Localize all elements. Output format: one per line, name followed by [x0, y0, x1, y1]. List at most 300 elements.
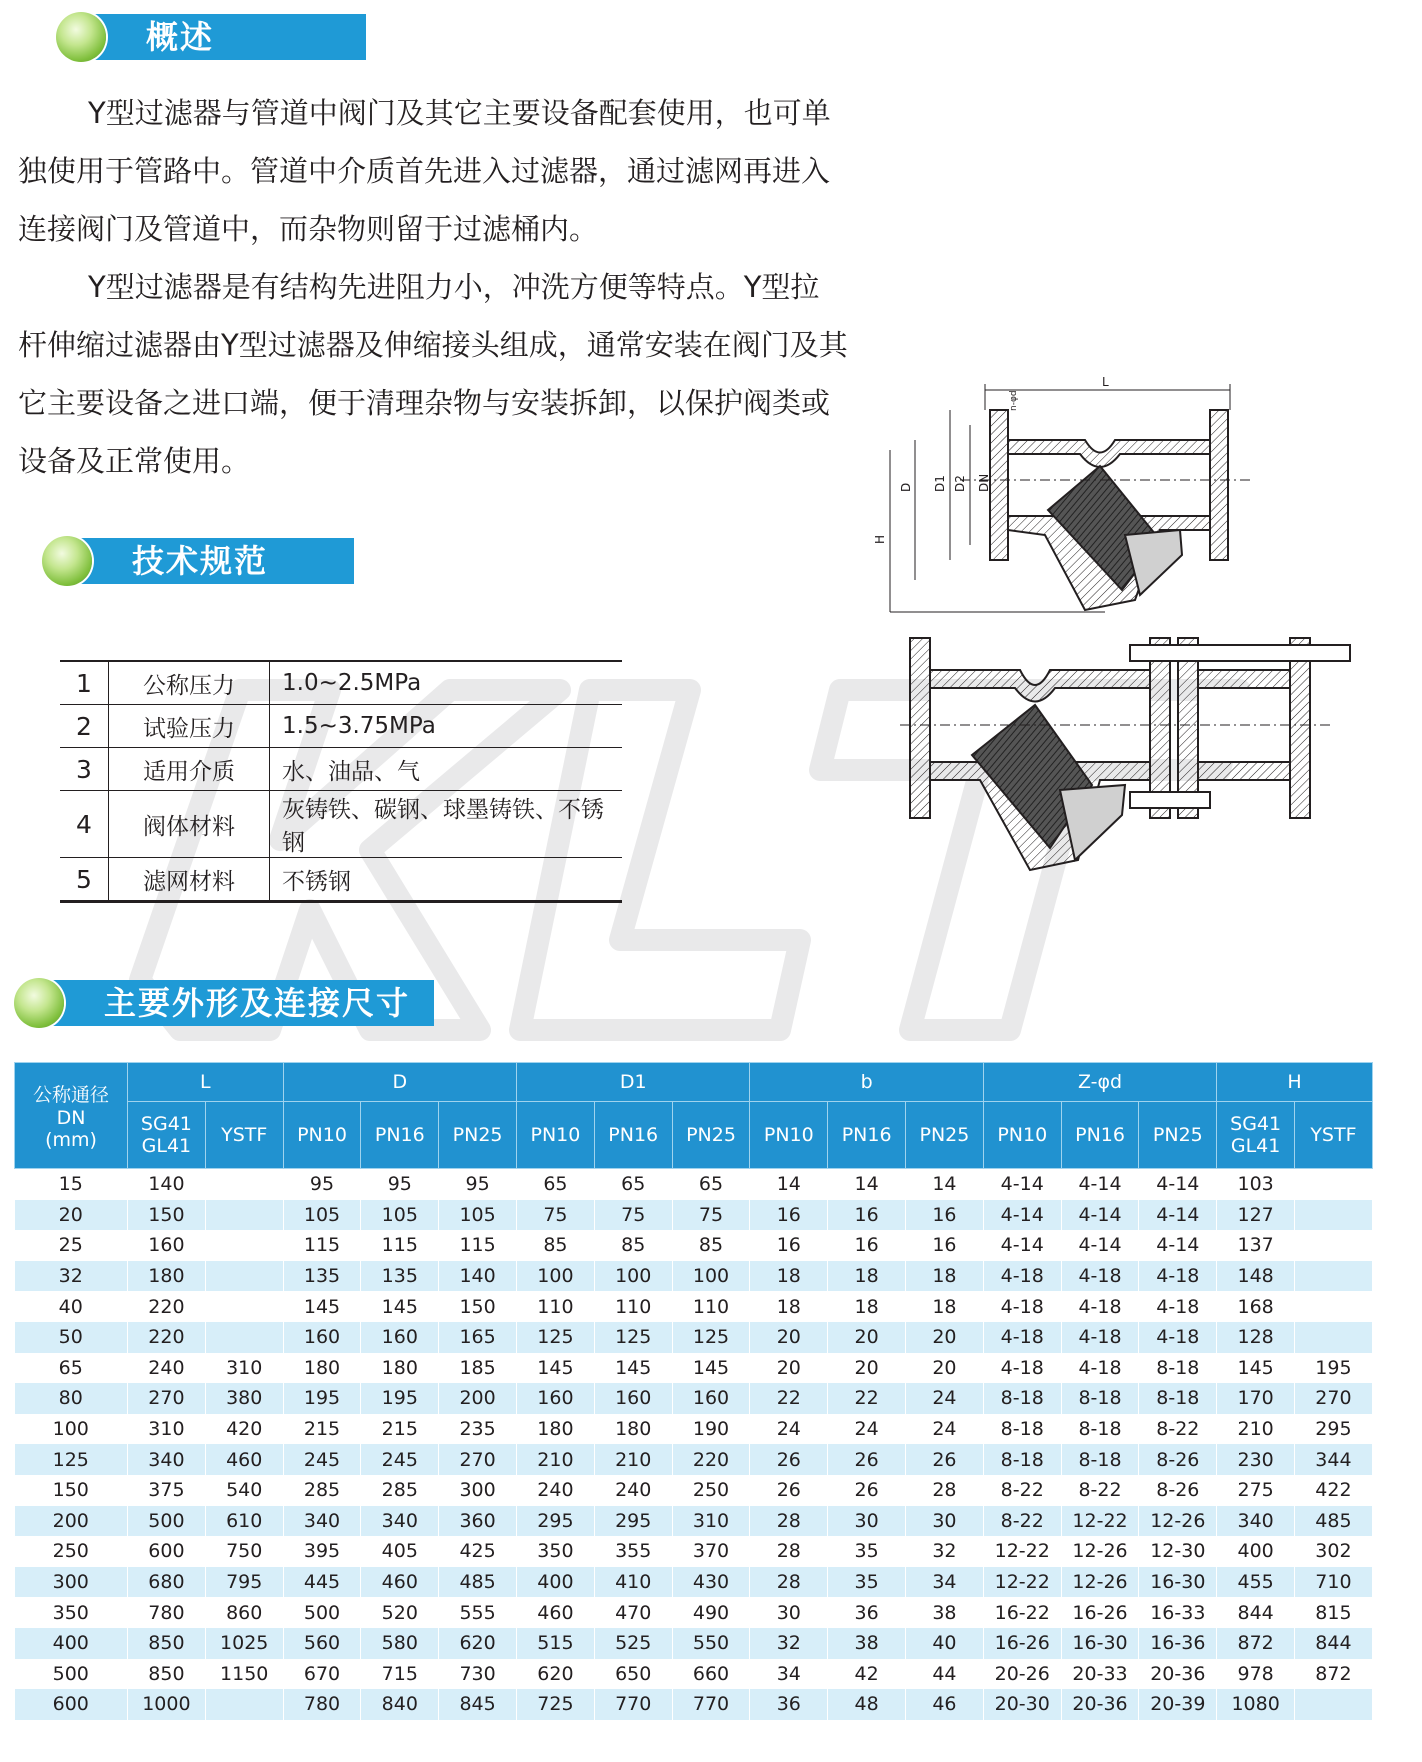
- table-cell: 145: [517, 1353, 595, 1384]
- table-cell: 780: [128, 1597, 206, 1628]
- table-cell: 1150: [205, 1659, 283, 1690]
- table-cell: 240: [517, 1475, 595, 1506]
- table-cell: 100: [517, 1261, 595, 1292]
- table-cell: 300: [439, 1475, 517, 1506]
- table-cell: 445: [283, 1567, 361, 1598]
- dn-cell: 350: [15, 1597, 128, 1628]
- table-cell: 550: [672, 1628, 750, 1659]
- table-cell: 8-22: [1139, 1414, 1217, 1445]
- table-cell: 24: [750, 1414, 828, 1445]
- table-cell: 4-18: [1061, 1291, 1139, 1322]
- table-cell: 4-14: [1061, 1200, 1139, 1231]
- spec-key: 滤网材料: [109, 858, 270, 902]
- table-cell: 16: [906, 1200, 984, 1231]
- table-cell: 75: [517, 1200, 595, 1231]
- table-cell: 125: [594, 1322, 672, 1353]
- table-cell: 845: [439, 1689, 517, 1720]
- table-cell: 270: [1295, 1383, 1373, 1414]
- table-cell: 125: [672, 1322, 750, 1353]
- table-cell: 180: [594, 1414, 672, 1445]
- table-cell: 500: [283, 1597, 361, 1628]
- table-cell: 18: [906, 1261, 984, 1292]
- table-cell: 110: [594, 1291, 672, 1322]
- table-cell: 26: [828, 1444, 906, 1475]
- table-cell: 310: [672, 1506, 750, 1537]
- table-cell: [1295, 1230, 1373, 1261]
- table-cell: 8-26: [1139, 1444, 1217, 1475]
- table-row: [15, 1322, 1373, 1353]
- table-cell: 28: [906, 1475, 984, 1506]
- dn-cell: 300: [15, 1567, 128, 1598]
- table-cell: 515: [517, 1628, 595, 1659]
- dn-cell: 250: [15, 1536, 128, 1567]
- table-row: [15, 1291, 1373, 1322]
- header-sub: YSTF: [1295, 1102, 1373, 1169]
- table-cell: 135: [283, 1261, 361, 1292]
- dn-cell: 600: [15, 1689, 128, 1720]
- dn-cell: 40: [15, 1291, 128, 1322]
- table-cell: 34: [750, 1659, 828, 1690]
- table-row: [15, 1659, 1373, 1690]
- overview-paragraph-1: Y型过滤器与管道中阀门及其它主要设备配套使用，也可单独使用于管路中。管道中介质首先进入过滤器，通过滤网再进入连接阀门及管道中，而杂物则留于过滤桶内。: [18, 96, 831, 246]
- table-cell: 302: [1295, 1536, 1373, 1567]
- table-cell: 210: [517, 1444, 595, 1475]
- table-cell: 770: [672, 1689, 750, 1720]
- table-cell: 215: [283, 1414, 361, 1445]
- table-cell: 18: [828, 1291, 906, 1322]
- table-cell: 103: [1217, 1169, 1295, 1200]
- table-cell: 220: [672, 1444, 750, 1475]
- table-cell: 180: [128, 1261, 206, 1292]
- header-sub: PN16: [594, 1102, 672, 1169]
- table-cell: 245: [361, 1444, 439, 1475]
- table-cell: 500: [128, 1506, 206, 1537]
- bullet-ball-icon: [42, 536, 92, 586]
- spec-key: 公称压力: [109, 661, 270, 705]
- table-cell: 430: [672, 1567, 750, 1598]
- spec-table: [60, 660, 622, 903]
- table-row: [15, 1444, 1373, 1475]
- table-cell: 30: [906, 1506, 984, 1537]
- table-row: [15, 1261, 1373, 1292]
- table-cell: 355: [594, 1536, 672, 1567]
- table-cell: 115: [283, 1230, 361, 1261]
- table-cell: 620: [439, 1628, 517, 1659]
- table-cell: 12-26: [1139, 1506, 1217, 1537]
- header-sub: PN16: [1061, 1102, 1139, 1169]
- table-cell: 145: [1217, 1353, 1295, 1384]
- table-cell: 165: [439, 1322, 517, 1353]
- table-cell: 1025: [205, 1628, 283, 1659]
- table-cell: 4-14: [1139, 1169, 1217, 1200]
- table-cell: 270: [128, 1383, 206, 1414]
- table-cell: 650: [594, 1659, 672, 1690]
- table-cell: 872: [1217, 1628, 1295, 1659]
- table-cell: 540: [205, 1475, 283, 1506]
- table-cell: 160: [594, 1383, 672, 1414]
- table-cell: 75: [594, 1200, 672, 1231]
- table-row: [15, 1414, 1373, 1445]
- table-cell: 295: [517, 1506, 595, 1537]
- table-row: [15, 1200, 1373, 1231]
- header-sub: SG41 GL41: [1217, 1102, 1295, 1169]
- spec-row: [60, 705, 622, 748]
- table-cell: 32: [750, 1628, 828, 1659]
- table-cell: 12-26: [1061, 1567, 1139, 1598]
- table-cell: 730: [439, 1659, 517, 1690]
- table-cell: 470: [594, 1597, 672, 1628]
- spec-key: 阀体材料: [109, 791, 270, 858]
- table-cell: 168: [1217, 1291, 1295, 1322]
- table-cell: 405: [361, 1536, 439, 1567]
- table-cell: 285: [283, 1475, 361, 1506]
- table-cell: 195: [1295, 1353, 1373, 1384]
- table-cell: 8-18: [983, 1444, 1061, 1475]
- table-cell: 555: [439, 1597, 517, 1628]
- table-cell: 4-14: [1139, 1200, 1217, 1231]
- dn-cell: 65: [15, 1353, 128, 1384]
- table-cell: 35: [828, 1567, 906, 1598]
- spec-row: [60, 791, 622, 858]
- table-cell: 16: [750, 1200, 828, 1231]
- spec-row: [60, 661, 622, 705]
- table-cell: 230: [1217, 1444, 1295, 1475]
- table-cell: 135: [361, 1261, 439, 1292]
- table-cell: 978: [1217, 1659, 1295, 1690]
- header-sub: PN10: [983, 1102, 1061, 1169]
- table-cell: 240: [594, 1475, 672, 1506]
- table-cell: 460: [361, 1567, 439, 1598]
- table-cell: 100: [594, 1261, 672, 1292]
- table-cell: [205, 1291, 283, 1322]
- table-cell: 38: [906, 1597, 984, 1628]
- table-cell: 16-30: [1061, 1628, 1139, 1659]
- table-cell: 220: [128, 1322, 206, 1353]
- table-cell: 8-18: [1139, 1353, 1217, 1384]
- header-sub: PN25: [1139, 1102, 1217, 1169]
- table-cell: [205, 1169, 283, 1200]
- table-cell: [1295, 1689, 1373, 1720]
- table-cell: 460: [205, 1444, 283, 1475]
- table-cell: 190: [672, 1414, 750, 1445]
- table-cell: 4-18: [1061, 1261, 1139, 1292]
- table-cell: 95: [439, 1169, 517, 1200]
- dn-cell: 500: [15, 1659, 128, 1690]
- table-cell: 770: [594, 1689, 672, 1720]
- table-cell: [1295, 1322, 1373, 1353]
- dn-cell: 25: [15, 1230, 128, 1261]
- spec-row: [60, 748, 622, 791]
- table-cell: 275: [1217, 1475, 1295, 1506]
- header-sub: PN10: [283, 1102, 361, 1169]
- table-cell: 145: [672, 1353, 750, 1384]
- table-cell: 340: [283, 1506, 361, 1537]
- table-cell: 4-14: [1061, 1169, 1139, 1200]
- table-cell: 16-22: [983, 1597, 1061, 1628]
- table-cell: 795: [205, 1567, 283, 1598]
- table-row: [15, 1169, 1373, 1200]
- table-cell: 1000: [128, 1689, 206, 1720]
- dn-cell: 125: [15, 1444, 128, 1475]
- y-strainer-drawing: [860, 370, 1400, 970]
- table-cell: 295: [594, 1506, 672, 1537]
- table-row: [15, 1597, 1373, 1628]
- table-cell: 8-18: [1139, 1383, 1217, 1414]
- table-cell: 160: [128, 1230, 206, 1261]
- spec-value: 不锈钢: [270, 858, 623, 902]
- table-cell: 20: [750, 1353, 828, 1384]
- table-cell: 110: [672, 1291, 750, 1322]
- table-cell: 370: [672, 1536, 750, 1567]
- table-cell: 850: [128, 1659, 206, 1690]
- table-cell: 40: [906, 1628, 984, 1659]
- header-group: L: [128, 1063, 284, 1102]
- table-row: [15, 1506, 1373, 1537]
- table-cell: 860: [205, 1597, 283, 1628]
- table-cell: 180: [283, 1353, 361, 1384]
- section-title: 主要外形及连接尺寸: [52, 980, 434, 1026]
- spec-key: 适用介质: [109, 748, 270, 791]
- table-cell: [1295, 1261, 1373, 1292]
- spec-value: 1.5~3.75MPa: [270, 705, 623, 748]
- table-cell: 1080: [1217, 1689, 1295, 1720]
- table-cell: 8-18: [1061, 1444, 1139, 1475]
- table-cell: 375: [128, 1475, 206, 1506]
- table-cell: 18: [750, 1261, 828, 1292]
- table-cell: 42: [828, 1659, 906, 1690]
- table-cell: 30: [828, 1506, 906, 1537]
- label-nd: n-φd: [1009, 390, 1019, 411]
- table-cell: 12-22: [983, 1567, 1061, 1598]
- header-sub: PN25: [439, 1102, 517, 1169]
- bullet-ball-icon: [14, 978, 64, 1028]
- table-row: [15, 1383, 1373, 1414]
- table-cell: 8-18: [983, 1383, 1061, 1414]
- spec-value: 灰铸铁、碳钢、球墨铸铁、不锈钢: [270, 791, 623, 858]
- table-cell: 310: [128, 1414, 206, 1445]
- dn-cell: 200: [15, 1506, 128, 1537]
- header-sub: PN10: [750, 1102, 828, 1169]
- dn-cell: 400: [15, 1628, 128, 1659]
- table-cell: 220: [128, 1291, 206, 1322]
- table-cell: 16-26: [1061, 1597, 1139, 1628]
- table-cell: 180: [361, 1353, 439, 1384]
- section-dims-header: [14, 980, 434, 1026]
- spec-value: 1.0~2.5MPa: [270, 661, 623, 705]
- table-cell: 8-18: [1061, 1383, 1139, 1414]
- table-cell: 16-30: [1139, 1567, 1217, 1598]
- table-cell: 16: [750, 1230, 828, 1261]
- header-group: H: [1217, 1063, 1373, 1102]
- table-cell: 250: [672, 1475, 750, 1506]
- spec-value: 水、油品、气: [270, 748, 623, 791]
- table-cell: 18: [750, 1291, 828, 1322]
- table-cell: 28: [750, 1506, 828, 1537]
- table-row: [15, 1353, 1373, 1384]
- table-cell: 65: [672, 1169, 750, 1200]
- table-cell: [1295, 1200, 1373, 1231]
- table-cell: 840: [361, 1689, 439, 1720]
- table-cell: 22: [750, 1383, 828, 1414]
- table-cell: 4-14: [983, 1169, 1061, 1200]
- table-cell: 4-18: [1061, 1322, 1139, 1353]
- dn-cell: 80: [15, 1383, 128, 1414]
- table-cell: 410: [594, 1567, 672, 1598]
- table-cell: 12-22: [983, 1536, 1061, 1567]
- table-cell: 24: [906, 1414, 984, 1445]
- header-group: Z-φd: [983, 1063, 1216, 1102]
- table-cell: 4-18: [983, 1353, 1061, 1384]
- table-cell: 85: [672, 1230, 750, 1261]
- table-cell: 4-18: [1139, 1322, 1217, 1353]
- header-sub: YSTF: [205, 1102, 283, 1169]
- table-cell: 844: [1217, 1597, 1295, 1628]
- table-cell: 115: [361, 1230, 439, 1261]
- table-row: [15, 1689, 1373, 1720]
- table-cell: [205, 1200, 283, 1231]
- table-cell: 20-39: [1139, 1689, 1217, 1720]
- table-cell: 20-30: [983, 1689, 1061, 1720]
- table-cell: 34: [906, 1567, 984, 1598]
- table-cell: 14: [828, 1169, 906, 1200]
- table-cell: 600: [128, 1536, 206, 1567]
- table-cell: 245: [283, 1444, 361, 1475]
- table-cell: 210: [1217, 1414, 1295, 1445]
- table-cell: 95: [361, 1169, 439, 1200]
- table-cell: 8-18: [1061, 1414, 1139, 1445]
- table-cell: 35: [828, 1536, 906, 1567]
- table-cell: 4-14: [1061, 1230, 1139, 1261]
- table-cell: 12-22: [1061, 1506, 1139, 1537]
- table-cell: 105: [283, 1200, 361, 1231]
- table-cell: 8-22: [983, 1506, 1061, 1537]
- label-H: H: [873, 534, 887, 544]
- table-cell: 170: [1217, 1383, 1295, 1414]
- table-cell: 145: [361, 1291, 439, 1322]
- table-cell: [205, 1261, 283, 1292]
- spec-number: 3: [60, 748, 109, 791]
- table-cell: 610: [205, 1506, 283, 1537]
- table-cell: 4-14: [1139, 1230, 1217, 1261]
- table-cell: 160: [361, 1322, 439, 1353]
- header-sub: PN16: [361, 1102, 439, 1169]
- table-cell: 150: [439, 1291, 517, 1322]
- table-cell: 36: [828, 1597, 906, 1628]
- table-cell: 680: [128, 1567, 206, 1598]
- table-cell: 872: [1295, 1659, 1373, 1690]
- spec-key: 试验压力: [109, 705, 270, 748]
- table-cell: 460: [517, 1597, 595, 1628]
- table-row: [15, 1628, 1373, 1659]
- table-cell: 485: [439, 1567, 517, 1598]
- table-cell: 16-26: [983, 1628, 1061, 1659]
- table-cell: 4-18: [1061, 1353, 1139, 1384]
- table-cell: 490: [672, 1597, 750, 1628]
- table-cell: 20: [828, 1353, 906, 1384]
- table-cell: 195: [361, 1383, 439, 1414]
- table-cell: 16-36: [1139, 1628, 1217, 1659]
- table-cell: 46: [906, 1689, 984, 1720]
- table-cell: 455: [1217, 1567, 1295, 1598]
- table-cell: 20: [906, 1353, 984, 1384]
- overview-text: [18, 84, 848, 490]
- table-cell: 8-22: [983, 1475, 1061, 1506]
- table-cell: 780: [283, 1689, 361, 1720]
- table-cell: 340: [1217, 1506, 1295, 1537]
- table-cell: 150: [128, 1200, 206, 1231]
- table-cell: 8-18: [983, 1414, 1061, 1445]
- table-cell: 16: [906, 1230, 984, 1261]
- header-sub: PN16: [828, 1102, 906, 1169]
- header-group: b: [750, 1063, 983, 1102]
- table-cell: 140: [439, 1261, 517, 1292]
- table-cell: 850: [128, 1628, 206, 1659]
- table-cell: 710: [1295, 1567, 1373, 1598]
- table-row: [15, 1536, 1373, 1567]
- table-cell: 20: [828, 1322, 906, 1353]
- table-cell: 24: [828, 1414, 906, 1445]
- table-cell: 750: [205, 1536, 283, 1567]
- table-cell: [205, 1689, 283, 1720]
- table-cell: 195: [283, 1383, 361, 1414]
- table-cell: 20-33: [1061, 1659, 1139, 1690]
- table-cell: 14: [906, 1169, 984, 1200]
- table-cell: 36: [750, 1689, 828, 1720]
- table-cell: 65: [594, 1169, 672, 1200]
- table-cell: 295: [1295, 1414, 1373, 1445]
- spec-row: [60, 858, 622, 902]
- table-cell: 105: [439, 1200, 517, 1231]
- header-sub: PN25: [672, 1102, 750, 1169]
- table-row: [15, 1230, 1373, 1261]
- table-cell: 100: [672, 1261, 750, 1292]
- spec-number: 2: [60, 705, 109, 748]
- table-cell: 85: [594, 1230, 672, 1261]
- dn-cell: 32: [15, 1261, 128, 1292]
- table-cell: [205, 1322, 283, 1353]
- section-overview-header: [56, 14, 356, 60]
- table-cell: 20: [750, 1322, 828, 1353]
- table-cell: 20: [906, 1322, 984, 1353]
- header-group: D1: [517, 1063, 750, 1102]
- table-cell: 105: [361, 1200, 439, 1231]
- header-dn: 公称通径 DN (mm): [15, 1063, 128, 1169]
- table-cell: 8-26: [1139, 1475, 1217, 1506]
- dn-cell: 15: [15, 1169, 128, 1200]
- table-cell: 4-18: [1139, 1261, 1217, 1292]
- spec-number: 4: [60, 791, 109, 858]
- table-cell: 18: [828, 1261, 906, 1292]
- table-cell: 4-18: [983, 1261, 1061, 1292]
- table-cell: 8-22: [1061, 1475, 1139, 1506]
- spec-number: 1: [60, 661, 109, 705]
- dn-cell: 150: [15, 1475, 128, 1506]
- table-cell: 12-26: [1061, 1536, 1139, 1567]
- table-cell: [1295, 1169, 1373, 1200]
- table-row: [15, 1567, 1373, 1598]
- header-group: D: [283, 1063, 516, 1102]
- label-D: D: [899, 482, 913, 492]
- table-cell: 128: [1217, 1322, 1295, 1353]
- table-cell: 140: [128, 1169, 206, 1200]
- table-cell: 815: [1295, 1597, 1373, 1628]
- spec-number: 5: [60, 858, 109, 902]
- header-sub: PN25: [906, 1102, 984, 1169]
- table-cell: 145: [594, 1353, 672, 1384]
- overview-paragraph-2: Y型过滤器是有结构先进阻力小，冲洗方便等特点。Y型拉杆伸缩过滤器由Y型过滤器及伸缩接头组成，通常安装在阀门及其它主要设备之进口端，便于清理杂物与安装拆卸，以保护阀类或设备及正常使用。: [18, 270, 848, 478]
- table-cell: 32: [906, 1536, 984, 1567]
- table-cell: 148: [1217, 1261, 1295, 1292]
